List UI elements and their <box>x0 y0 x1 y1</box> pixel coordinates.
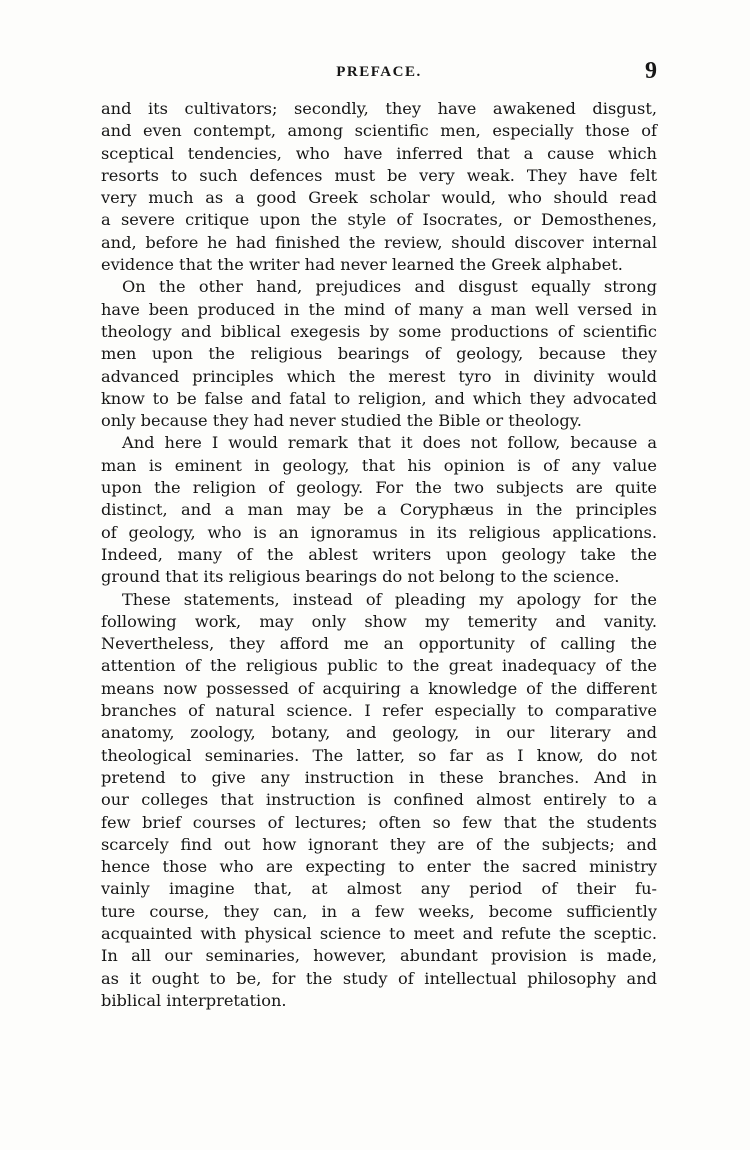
text-line: On the other hand, prejudices and disgust equally strong <box>122 277 657 297</box>
text-line: and, before he had finished the review, should discover internal <box>101 232 657 252</box>
text-line: a severe critique upon the style of Isocrates, or Demosthenes, <box>101 210 657 230</box>
text-line: vainly imagine that, at almost any period of their fu- <box>101 879 657 899</box>
text-line: our colleges that instruction is confined almost entirely to a <box>101 790 657 810</box>
text-line: hence those who are expecting to enter the sacred ministry <box>101 857 657 877</box>
running-title: PREFACE. <box>336 64 422 80</box>
text-line: scarcely find out how ignorant they are of the subjects; and <box>101 834 657 854</box>
text-line: ground that its religious bearings do not belong to the science. <box>101 567 620 587</box>
text-line: sceptical tendencies, who have inferred that a cause which <box>101 143 657 163</box>
text-line: only because they had never studied the Bible or theology. <box>101 411 582 431</box>
text-line: theology and biblical exegesis by some productions of scientific <box>101 321 657 341</box>
text-line: In all our seminaries, however, abundant provision is made, <box>101 946 657 966</box>
text-line: of geology, who is an ignoramus in its religious applications. <box>101 522 657 542</box>
text-line: evidence that the writer had never learned the Greek alphabet. <box>101 255 623 275</box>
text-line: following work, may only show my temerity and vanity. <box>101 611 657 631</box>
paragraph <box>101 432 657 588</box>
text-line: anatomy, zoology, botany, and geology, in our literary and <box>101 723 657 743</box>
text-line: attention of the religious public to the great inadequacy of the <box>101 656 657 676</box>
text-line: few brief courses of lectures; often so few that the students <box>101 812 657 832</box>
text-line: ture course, they can, in a few weeks, become sufficiently <box>101 901 657 921</box>
body-text <box>101 98 657 1012</box>
text-line: pretend to give any instruction in these branches. And in <box>101 767 657 787</box>
text-line: upon the religion of geology. For the two subjects are quite <box>101 478 657 498</box>
text-line: Indeed, many of the ablest writers upon geology take the <box>101 544 657 564</box>
paragraph <box>101 98 657 276</box>
text-line: and even contempt, among scientific men, especially those of <box>101 121 657 141</box>
text-line: know to be false and fatal to religion, and which they advocated <box>101 388 657 408</box>
running-head <box>101 58 657 88</box>
text-line: means now possessed of acquiring a knowledge of the different <box>101 678 657 698</box>
text-line: And here I would remark that it does not follow, because a <box>122 433 657 453</box>
text-line: biblical interpretation. <box>101 990 287 1010</box>
text-line: as it ought to be, for the study of intellectual philosophy and <box>101 968 657 988</box>
paragraph <box>101 589 657 1013</box>
paragraph <box>101 276 657 432</box>
page-number: 9 <box>645 58 657 84</box>
text-line: branches of natural science. I refer especially to comparative <box>101 701 657 721</box>
text-line: have been produced in the mind of many a man well versed in <box>101 299 657 319</box>
text-line: Nevertheless, they afford me an opportunity of calling the <box>101 634 657 654</box>
text-line: advanced principles which the merest tyro in divinity would <box>101 366 657 386</box>
text-line: and its cultivators; secondly, they have awakened disgust, <box>101 99 657 118</box>
text-line: resorts to such defences must be very weak. They have felt <box>101 165 657 185</box>
text-line: acquainted with physical science to meet and refute the sceptic. <box>101 923 657 943</box>
text-line: distinct, and a man may be a Coryphæus in the principles <box>101 500 657 520</box>
text-line: very much as a good Greek scholar would, who should read <box>101 188 657 208</box>
text-line: men upon the religious bearings of geology, because they <box>101 344 657 364</box>
text-line: theological seminaries. The latter, so far as I know, do not <box>101 745 657 765</box>
text-line: man is eminent in geology, that his opinion is of any value <box>101 455 657 475</box>
text-line: These statements, instead of pleading my apology for the <box>122 589 657 609</box>
